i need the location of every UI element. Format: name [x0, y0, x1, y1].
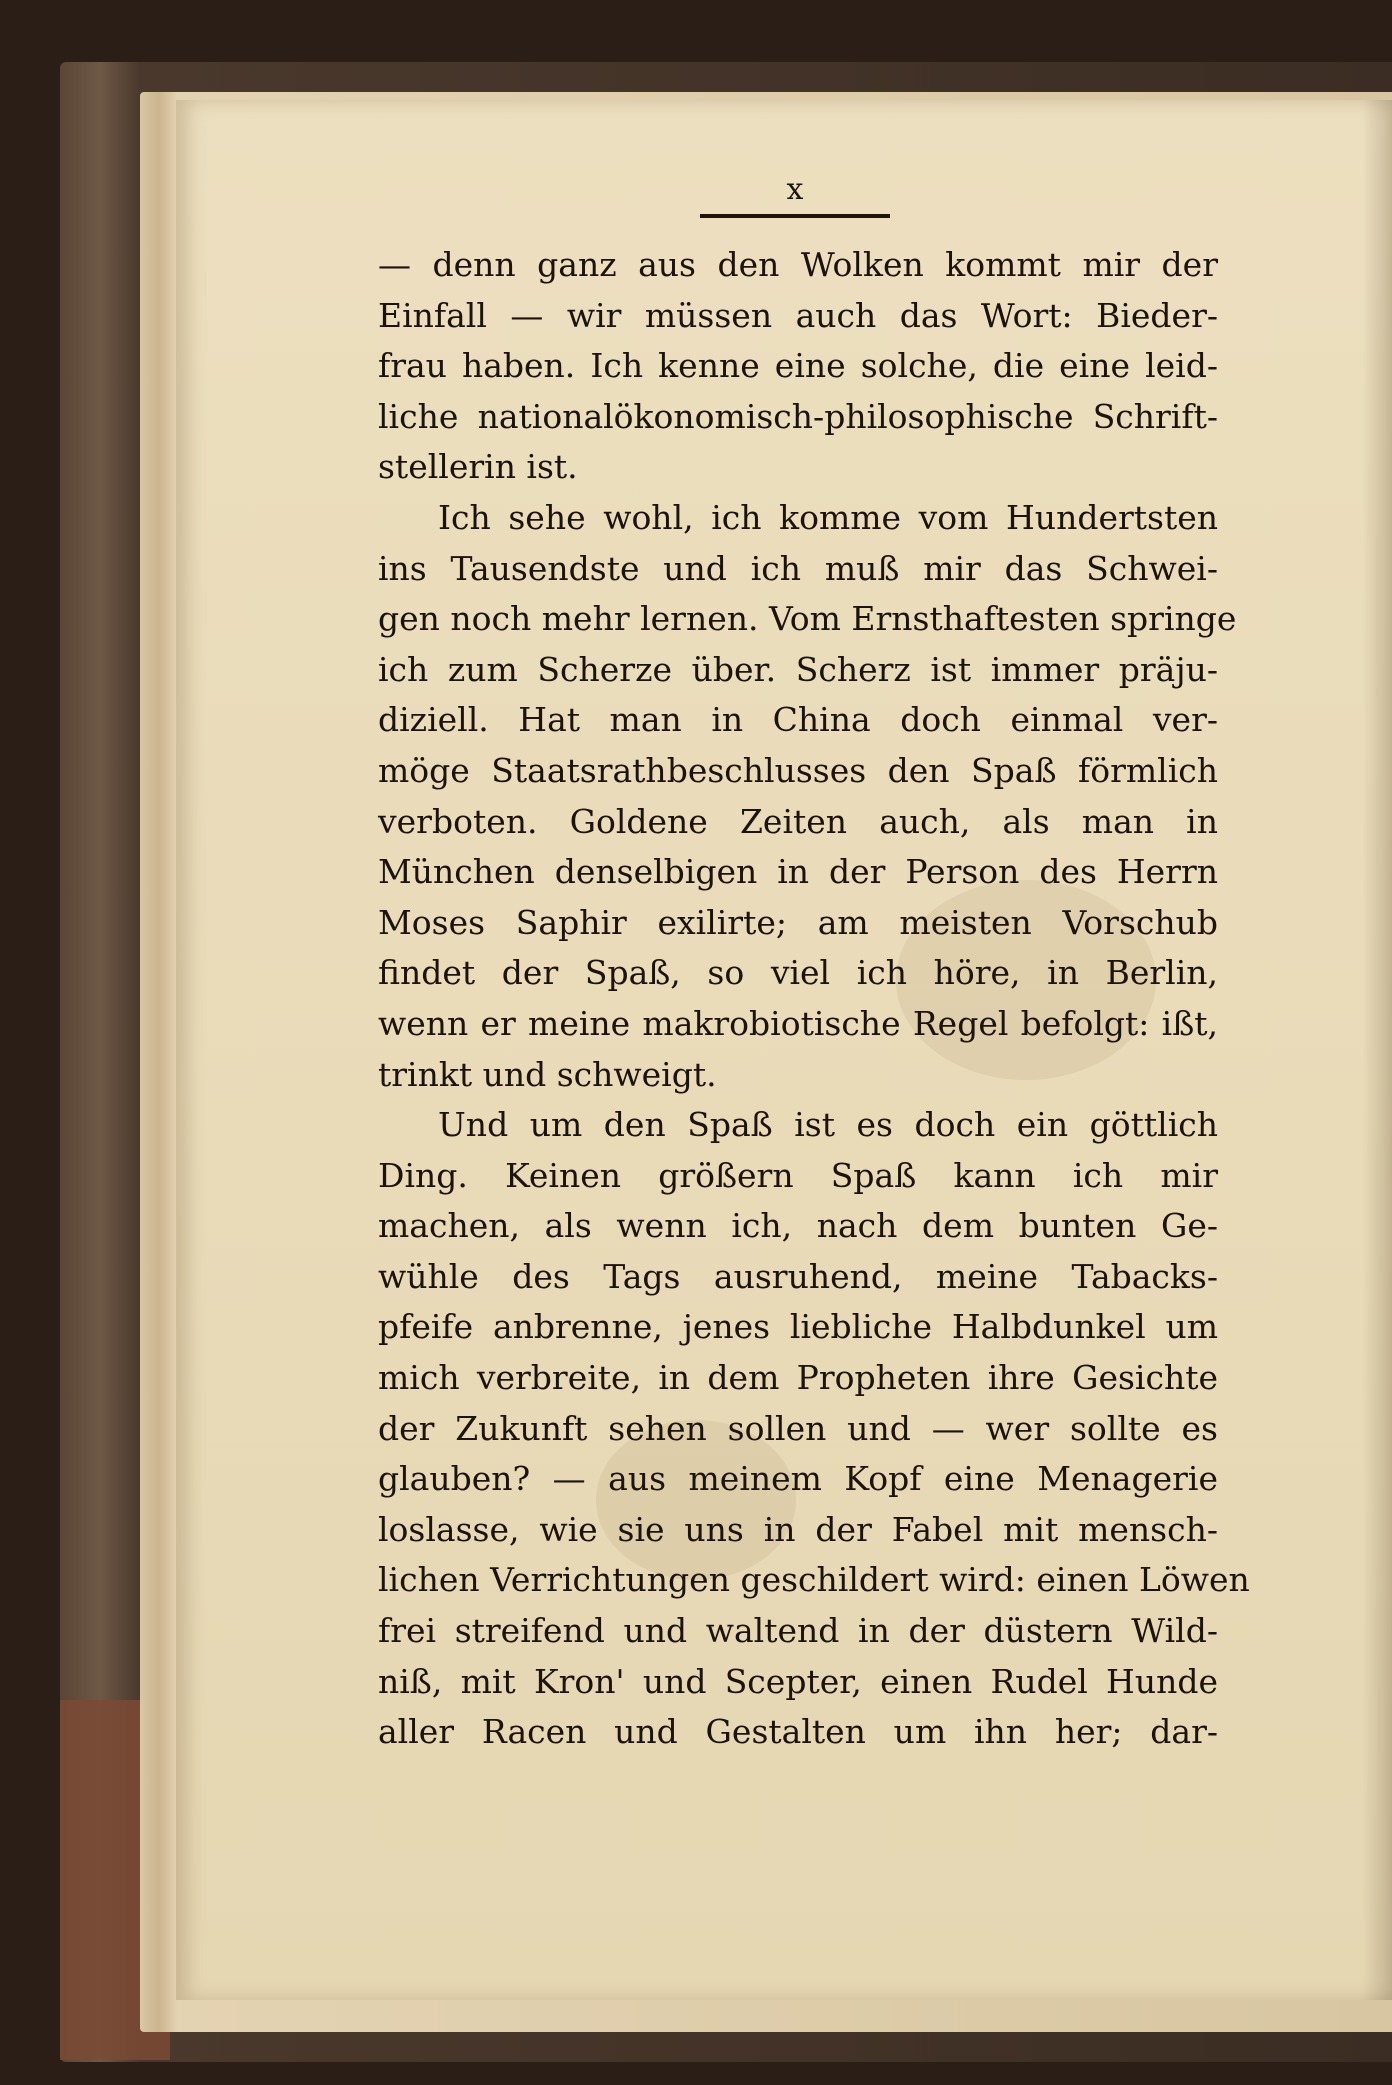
- text-line: machen, als wenn ich, nach dem bunten Ge-: [378, 1206, 1218, 1246]
- text-line: lichen Verrichtungen geschildert wird: einen Löwen: [378, 1560, 1250, 1600]
- text-line: ins Tausendste und ich muß mir das Schwei-: [378, 548, 1218, 588]
- text-line: — denn ganz aus den Wolken kommt mir der: [378, 245, 1218, 284]
- text-line: wenn er meine makrobiotische Regel befolgt: ißt,: [378, 1003, 1218, 1043]
- text-line: niß, mit Kron' und Scepter, einen Rudel Hunde: [378, 1661, 1218, 1701]
- text-line: mich verbreite, in dem Propheten ihre Gesichte: [378, 1358, 1218, 1398]
- text-line: loslasse, wie sie uns in der Fabel mit mensch-: [378, 1509, 1218, 1549]
- text-line: Ding. Keinen größern Spaß kann ich mir: [378, 1155, 1218, 1195]
- page-gutter-shadow: [1362, 100, 1392, 2000]
- text-line: glauben? — aus meinem Kopf eine Menagerie: [378, 1459, 1218, 1499]
- page-number: x: [786, 172, 804, 207]
- text-line: verboten. Goldene Zeiten auch, als man in: [378, 801, 1218, 841]
- text-line: findet der Spaß, so viel ich höre, in Berlin,: [378, 953, 1218, 993]
- text-line: Moses Saphir exilirte; am meisten Vorschub: [378, 902, 1218, 942]
- text-line: frau haben. Ich kenne eine solche, die eine leid-: [378, 346, 1218, 386]
- text-line: liche nationalökonomisch-philosophische Schrift-: [378, 396, 1218, 436]
- text-line: Einfall — wir müssen auch das Wort: Bieder-: [378, 295, 1218, 335]
- text-line: ich zum Scherze über. Scherz ist immer präju-: [378, 649, 1218, 689]
- text-line: möge Staatsrathbeschlusses den Spaß förmlich: [378, 750, 1218, 790]
- text-line: Und um den Spaß ist es doch ein göttlich: [438, 1105, 1218, 1145]
- text-line: wühle des Tags ausruhend, meine Tabacks-: [378, 1256, 1218, 1296]
- text-line: aller Racen und Gestalten um ihn her; dar-: [378, 1712, 1218, 1752]
- text-line: pfeife anbrenne, jenes liebliche Halbdunkel um: [378, 1307, 1218, 1347]
- header-rule: [700, 214, 890, 218]
- text-line: diziell. Hat man in China doch einmal ver-: [378, 700, 1218, 740]
- text-line: gen noch mehr lernen. Vom Ernsthaftesten springe: [378, 599, 1237, 639]
- body-text: [378, 240, 1250, 1758]
- text-line: stellerin ist.: [378, 447, 578, 487]
- text-line: München denselbigen in der Person des Herrn: [378, 852, 1218, 892]
- text-line: der Zukunft sehen sollen und — wer sollte es: [378, 1408, 1218, 1448]
- text-line: Ich sehe wohl, ich komme vom Hundertsten: [438, 497, 1218, 537]
- text-line: frei streifend und waltend in der düstern Wild-: [378, 1611, 1218, 1651]
- page-header: [700, 170, 890, 218]
- text-line: trinkt und schweigt.: [378, 1054, 717, 1094]
